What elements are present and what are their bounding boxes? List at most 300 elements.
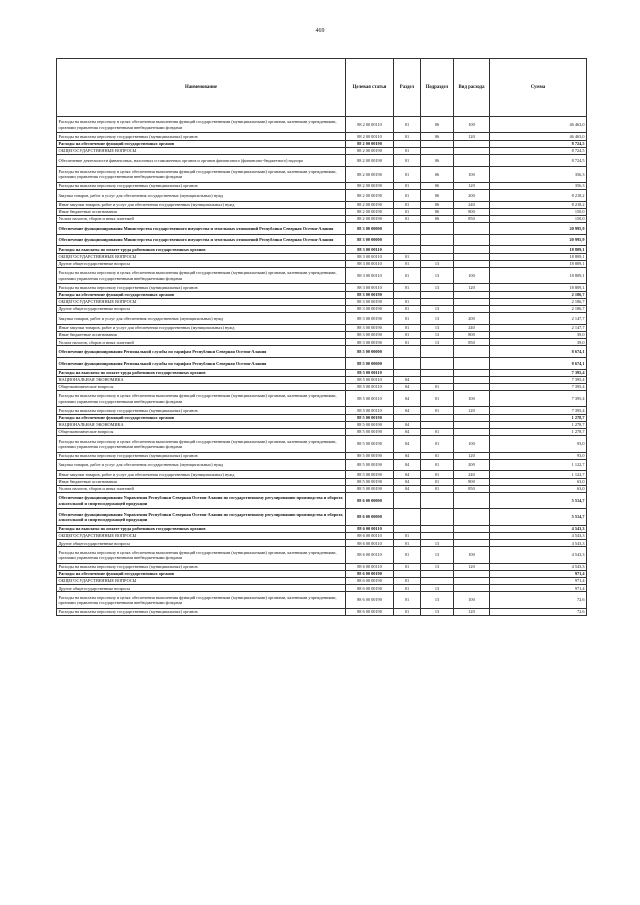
row-target-article: 88 5 00 00190 (346, 471, 394, 478)
row-sum: 20 995,9 (490, 223, 587, 235)
row-subsection: 13 (421, 331, 454, 338)
row-name: Обеспечение деятельности финансовых, налоговых и таможенных органов и органов финансового (финансово-бюджетного) надзора (57, 154, 346, 166)
budget-table (56, 58, 587, 616)
row-sum: 4 543,3 (490, 525, 587, 532)
row-subsection (421, 509, 454, 525)
row-target-article: 88 5 00 00110 (346, 383, 394, 390)
row-sum: 18 809,1 (490, 268, 587, 284)
row-name: Другие общегосударственные вопросы (57, 305, 346, 312)
row-name: Закупка товаров, работ и услуг для обеспечения государственных (муниципальных) нужд (57, 190, 346, 202)
row-section: 01 (394, 578, 421, 585)
row-section: 04 (394, 429, 421, 436)
table-row (57, 540, 587, 547)
row-name: НАЦИОНАЛЬНАЯ ЭКОНОМИКА (57, 421, 346, 428)
row-subsection: 06 (421, 201, 454, 208)
row-sum: 18 809,1 (490, 246, 587, 253)
row-expense-type: 240 (454, 201, 490, 208)
row-sum: 5 514,7 (490, 509, 587, 525)
row-section: 04 (394, 485, 421, 492)
row-expense-type (454, 369, 490, 376)
row-expense-type: 800 (454, 208, 490, 215)
table-row (57, 452, 587, 459)
row-name: Расходы на выплаты по оплате труда работников государственных органов (57, 369, 346, 376)
row-target-article: 88 2 00 00190 (346, 154, 394, 166)
row-subsection: 01 (421, 471, 454, 478)
row-target-article: 88 5 00 00190 (346, 478, 394, 485)
row-expense-type (454, 246, 490, 253)
row-subsection (421, 369, 454, 376)
row-expense-type: 120 (454, 182, 490, 189)
row-sum: 8 674,1 (490, 346, 587, 358)
row-name: Обеспечение функционирования Региональной службы по тарифам Республики Северная Осетия-Алания (57, 357, 346, 369)
row-sum: 5 514,7 (490, 492, 587, 508)
table-row (57, 253, 587, 260)
row-sum: 2 147,7 (490, 313, 587, 325)
table-row (57, 509, 587, 525)
row-section: 01 (394, 298, 421, 305)
row-section: 01 (394, 268, 421, 284)
row-subsection: 13 (421, 268, 454, 284)
row-expense-type: 850 (454, 339, 490, 346)
table-row (57, 383, 587, 390)
row-target-article: 88 3 00 00190 (346, 331, 394, 338)
row-name: Расходы на выплаты по оплате труда работников государственных органов (57, 246, 346, 253)
row-name: Другие общегосударственные вопросы (57, 260, 346, 267)
row-target-article: 88 6 00 00110 (346, 525, 394, 532)
row-expense-type (454, 414, 490, 421)
row-subsection: 13 (421, 540, 454, 547)
row-subsection (421, 492, 454, 508)
table-row (57, 223, 587, 235)
table-row (57, 592, 587, 608)
row-expense-type: 850 (454, 485, 490, 492)
row-subsection (421, 298, 454, 305)
row-expense-type: 200 (454, 459, 490, 471)
row-name: Уплата налогов, сборов и иных платежей (57, 216, 346, 223)
row-subsection (421, 357, 454, 369)
row-sum: 46 463,0 (490, 133, 587, 140)
row-section: 01 (394, 216, 421, 223)
table-row (57, 117, 587, 133)
row-expense-type (454, 260, 490, 267)
table-row (57, 140, 587, 147)
row-target-article: 88 6 00 00110 (346, 547, 394, 563)
row-subsection (421, 346, 454, 358)
row-sum: 7 395,4 (490, 383, 587, 390)
table-row (57, 407, 587, 414)
row-subsection: 01 (421, 452, 454, 459)
row-section: 01 (394, 154, 421, 166)
table-row (57, 414, 587, 421)
row-name: Расходы на выплаты по оплате труда работников государственных органов (57, 525, 346, 532)
row-subsection: 06 (421, 154, 454, 166)
row-subsection: 01 (421, 391, 454, 407)
row-sum: 39,0 (490, 331, 587, 338)
row-expense-type (454, 291, 490, 298)
row-subsection (421, 147, 454, 154)
row-sum: 7 395,4 (490, 376, 587, 383)
row-expense-type: 100 (454, 547, 490, 563)
row-name: Расходы на выплаты персоналу в целях обеспечения выполнения функций государственными (муниципальными) органами, казенными учреждениями, органами управления государственными внебюджетными фондами (57, 268, 346, 284)
row-target-article: 88 3 00 00110 (346, 260, 394, 267)
row-sum: 18 809,1 (490, 253, 587, 260)
table-row (57, 563, 587, 570)
table-row (57, 182, 587, 189)
row-section: 01 (394, 208, 421, 215)
row-section: 01 (394, 253, 421, 260)
table-row (57, 298, 587, 305)
row-expense-type (454, 357, 490, 369)
row-target-article: 88 5 00 00190 (346, 421, 394, 428)
row-target-article: 88 5 00 00190 (346, 414, 394, 421)
row-sum: 4 543,3 (490, 547, 587, 563)
row-name: Расходы на выплаты персоналу государственных (муниципальных) органов (57, 563, 346, 570)
row-name: Расходы на выплаты персоналу государственных (муниципальных) органов (57, 407, 346, 414)
row-name: Расходы на обеспечение функций государственных органов (57, 570, 346, 577)
row-target-article: 88 5 00 00190 (346, 485, 394, 492)
row-section (394, 369, 421, 376)
row-expense-type (454, 223, 490, 235)
row-name: Общеэкономические вопросы (57, 383, 346, 390)
table-row (57, 166, 587, 182)
table-row (57, 313, 587, 325)
row-subsection: 01 (421, 485, 454, 492)
row-name: Общеэкономические вопросы (57, 429, 346, 436)
row-name: Расходы на выплаты персоналу государственных (муниципальных) органов (57, 608, 346, 615)
row-subsection (421, 223, 454, 235)
row-expense-type (454, 253, 490, 260)
row-subsection (421, 253, 454, 260)
row-target-article: 88 2 00 00190 (346, 182, 394, 189)
row-subsection: 06 (421, 166, 454, 182)
table-row (57, 525, 587, 532)
row-sum: 971,4 (490, 578, 587, 585)
row-subsection: 01 (421, 407, 454, 414)
row-name: Расходы на выплаты персоналу в целях обеспечения выполнения функций государственными (муниципальными) органами, казенными учреждениями, органами управления государственными внебюджетными фондами (57, 117, 346, 133)
row-expense-type (454, 147, 490, 154)
row-sum: 356,3 (490, 166, 587, 182)
row-name: ОБЩЕГОСУДАРСТВЕННЫЕ ВОПРОСЫ (57, 532, 346, 539)
row-expense-type (454, 383, 490, 390)
row-target-article: 88 6 00 00110 (346, 540, 394, 547)
row-target-article: 88 3 00 00110 (346, 253, 394, 260)
row-section (394, 414, 421, 421)
row-target-article: 88 5 00 00110 (346, 407, 394, 414)
row-sum: 46 463,0 (490, 117, 587, 133)
row-expense-type (454, 376, 490, 383)
row-sum: 971,4 (490, 570, 587, 577)
row-section: 01 (394, 190, 421, 202)
row-target-article: 88 2 00 00190 (346, 201, 394, 208)
row-expense-type (454, 540, 490, 547)
row-sum: 1 278,7 (490, 414, 587, 421)
row-name: ОБЩЕГОСУДАРСТВЕННЫЕ ВОПРОСЫ (57, 147, 346, 154)
row-sum: 8 218,2 (490, 201, 587, 208)
row-section: 04 (394, 459, 421, 471)
row-subsection (421, 376, 454, 383)
row-sum: 93,0 (490, 452, 587, 459)
row-sum: 20 995,9 (490, 234, 587, 246)
row-target-article: 88 3 00 00000 (346, 223, 394, 235)
row-section: 04 (394, 376, 421, 383)
row-target-article: 88 2 00 00190 (346, 166, 394, 182)
row-section: 01 (394, 313, 421, 325)
row-target-article: 88 5 00 00000 (346, 346, 394, 358)
row-target-article: 88 5 00 00190 (346, 459, 394, 471)
row-section (394, 223, 421, 235)
row-subsection (421, 246, 454, 253)
row-target-article: 88 6 00 00190 (346, 585, 394, 592)
table-row (57, 190, 587, 202)
row-target-article: 88 5 00 00190 (346, 429, 394, 436)
header-sum: Сумма (490, 59, 587, 117)
row-subsection (421, 291, 454, 298)
row-target-article: 88 5 00 00000 (346, 357, 394, 369)
row-expense-type: 120 (454, 563, 490, 570)
row-sum: 72,6 (490, 608, 587, 615)
row-expense-type: 240 (454, 471, 490, 478)
row-sum: 2 147,7 (490, 324, 587, 331)
row-section: 01 (394, 339, 421, 346)
row-name: ОБЩЕГОСУДАРСТВЕННЫЕ ВОПРОСЫ (57, 578, 346, 585)
row-name: Расходы на выплаты персоналу государственных (муниципальных) органов (57, 133, 346, 140)
row-expense-type (454, 492, 490, 508)
row-expense-type (454, 429, 490, 436)
row-expense-type (454, 570, 490, 577)
row-expense-type (454, 305, 490, 312)
row-target-article: 88 3 00 00000 (346, 234, 394, 246)
row-section: 04 (394, 452, 421, 459)
table-row (57, 324, 587, 331)
row-section: 01 (394, 201, 421, 208)
row-subsection (421, 414, 454, 421)
row-name: Иные бюджетные ассигнования (57, 331, 346, 338)
row-sum: 8 674,1 (490, 357, 587, 369)
table-row (57, 478, 587, 485)
row-target-article: 88 5 00 00190 (346, 436, 394, 452)
table-row (57, 578, 587, 585)
row-name: Расходы на выплаты персоналу в целях обеспечения выполнения функций государственными (муниципальными) органами, казенными учреждениями, органами управления государственными внебюджетными фондами (57, 592, 346, 608)
row-section: 01 (394, 284, 421, 291)
row-section: 01 (394, 305, 421, 312)
row-expense-type: 200 (454, 313, 490, 325)
row-subsection: 13 (421, 608, 454, 615)
table-row (57, 147, 587, 154)
table-row (57, 436, 587, 452)
row-sum: 4 543,3 (490, 540, 587, 547)
row-sum: 1 122,7 (490, 459, 587, 471)
row-section (394, 357, 421, 369)
table-row (57, 201, 587, 208)
row-subsection: 01 (421, 459, 454, 471)
table-row (57, 305, 587, 312)
table-row (57, 331, 587, 338)
table-row (57, 246, 587, 253)
row-section: 04 (394, 407, 421, 414)
table-row (57, 532, 587, 539)
row-target-article: 88 3 00 00190 (346, 324, 394, 331)
row-subsection (421, 578, 454, 585)
table-row (57, 291, 587, 298)
row-expense-type: 100 (454, 436, 490, 452)
row-target-article: 88 3 00 00110 (346, 246, 394, 253)
row-expense-type (454, 532, 490, 539)
row-section: 04 (394, 383, 421, 390)
row-section: 01 (394, 585, 421, 592)
row-target-article: 88 2 00 00190 (346, 190, 394, 202)
row-section (394, 246, 421, 253)
row-target-article: 88 3 00 00110 (346, 268, 394, 284)
row-sum: 8 218,2 (490, 190, 587, 202)
table-row (57, 260, 587, 267)
row-expense-type (454, 234, 490, 246)
row-subsection: 13 (421, 305, 454, 312)
table-row (57, 459, 587, 471)
row-subsection (421, 532, 454, 539)
row-sum: 7 395,4 (490, 391, 587, 407)
row-sum: 63,0 (490, 485, 587, 492)
table-row (57, 391, 587, 407)
row-subsection: 13 (421, 324, 454, 331)
row-expense-type: 200 (454, 190, 490, 202)
row-section (394, 492, 421, 508)
row-section: 01 (394, 331, 421, 338)
row-subsection: 13 (421, 284, 454, 291)
row-subsection: 06 (421, 117, 454, 133)
row-subsection: 06 (421, 133, 454, 140)
row-name: Обеспечение функционирования Региональной службы по тарифам Республики Северная Осетия-Алания (57, 346, 346, 358)
row-target-article: 88 2 00 00190 (346, 147, 394, 154)
row-expense-type: 240 (454, 324, 490, 331)
row-section: 01 (394, 133, 421, 140)
row-section: 01 (394, 147, 421, 154)
row-sum: 7 395,4 (490, 407, 587, 414)
table-row (57, 284, 587, 291)
row-subsection: 06 (421, 216, 454, 223)
row-sum: 1 278,7 (490, 429, 587, 436)
row-sum: 150,0 (490, 216, 587, 223)
row-target-article: 88 2 00 00190 (346, 208, 394, 215)
header-subsection: Подраздел (421, 59, 454, 117)
row-section: 01 (394, 532, 421, 539)
table-body (57, 117, 587, 616)
row-subsection: 01 (421, 478, 454, 485)
row-section: 04 (394, 436, 421, 452)
row-subsection: 13 (421, 592, 454, 608)
row-sum: 2 186,7 (490, 291, 587, 298)
row-target-article: 88 6 00 00190 (346, 570, 394, 577)
row-sum: 1 122,7 (490, 471, 587, 478)
header-name: Наименование (57, 59, 346, 117)
row-name: Расходы на выплаты персоналу в целях обеспечения выполнения функций государственными (муниципальными) органами, казенными учреждениями, органами управления государственными внебюджетными фондами (57, 436, 346, 452)
header-target-article: Целевая статья (346, 59, 394, 117)
row-expense-type (454, 509, 490, 525)
row-section: 04 (394, 391, 421, 407)
row-target-article: 88 3 00 00190 (346, 313, 394, 325)
row-sum: 4 543,3 (490, 563, 587, 570)
row-target-article: 88 2 00 00190 (346, 140, 394, 147)
row-section (394, 570, 421, 577)
row-section: 01 (394, 324, 421, 331)
table-row (57, 471, 587, 478)
row-sum: 1 278,7 (490, 421, 587, 428)
table-row (57, 547, 587, 563)
row-target-article: 88 5 00 00190 (346, 452, 394, 459)
table-row (57, 357, 587, 369)
row-name: Иные закупки товаров, работ и услуг для обеспечения государственных (муниципальных) нужд (57, 201, 346, 208)
row-sum: 7 395,4 (490, 369, 587, 376)
row-name: Другие общегосударственные вопросы (57, 585, 346, 592)
row-target-article: 88 5 00 00110 (346, 376, 394, 383)
row-section: 01 (394, 166, 421, 182)
row-expense-type: 850 (454, 216, 490, 223)
row-expense-type: 100 (454, 391, 490, 407)
row-subsection: 13 (421, 585, 454, 592)
row-sum: 18 809,1 (490, 260, 587, 267)
row-target-article: 88 6 00 00110 (346, 532, 394, 539)
row-expense-type (454, 578, 490, 585)
row-expense-type (454, 421, 490, 428)
row-target-article: 88 5 00 00110 (346, 391, 394, 407)
table-header-row (57, 59, 587, 117)
header-section: Раздел (394, 59, 421, 117)
row-name: Иные бюджетные ассигнования (57, 478, 346, 485)
row-target-article: 88 5 00 00110 (346, 369, 394, 376)
row-name: НАЦИОНАЛЬНАЯ ЭКОНОМИКА (57, 376, 346, 383)
row-section (394, 291, 421, 298)
row-expense-type: 100 (454, 117, 490, 133)
row-section: 04 (394, 478, 421, 485)
row-section: 04 (394, 471, 421, 478)
row-target-article: 88 2 00 00190 (346, 216, 394, 223)
table-row (57, 208, 587, 215)
table-row (57, 268, 587, 284)
row-target-article: 88 2 00 00110 (346, 117, 394, 133)
row-name: Расходы на выплаты персоналу государственных (муниципальных) органов (57, 452, 346, 459)
row-section: 01 (394, 117, 421, 133)
row-expense-type: 120 (454, 608, 490, 615)
row-expense-type: 120 (454, 452, 490, 459)
row-section: 01 (394, 547, 421, 563)
row-name: Иные закупки товаров, работ и услуг для обеспечения государственных (муниципальных) нужд (57, 324, 346, 331)
table-row (57, 376, 587, 383)
row-subsection (421, 421, 454, 428)
table-row (57, 234, 587, 246)
table-row (57, 339, 587, 346)
row-sum: 8 724,5 (490, 140, 587, 147)
row-name: Расходы на выплаты персоналу государственных (муниципальных) органов (57, 182, 346, 189)
row-sum: 72,6 (490, 592, 587, 608)
row-target-article: 88 3 00 00190 (346, 305, 394, 312)
row-expense-type (454, 585, 490, 592)
row-name: Обеспечение функционирования Управления Республики Северная Осетия-Алания по государственному регулированию производства и оборота алкогольной и спиртосодержащей продукции (57, 492, 346, 508)
row-name: Обеспечение функционирования Управления Республики Северная Осетия-Алания по государственному регулированию производства и оборота алкогольной и спиртосодержащей продукции (57, 509, 346, 525)
row-name: Закупка товаров, работ и услуг для обеспечения государственных (муниципальных) нужд (57, 313, 346, 325)
row-name: Иные закупки товаров, работ и услуг для обеспечения государственных (муниципальных) нужд (57, 471, 346, 478)
row-name: ОБЩЕГОСУДАРСТВЕННЫЕ ВОПРОСЫ (57, 298, 346, 305)
row-subsection: 13 (421, 260, 454, 267)
row-sum: 2 186,7 (490, 305, 587, 312)
row-sum: 356,3 (490, 182, 587, 189)
row-expense-type (454, 298, 490, 305)
row-name: Обеспечение функционирования Министерства государственного имущества и земельных отношений Республики Северная Осетия-Алания (57, 223, 346, 235)
row-subsection (421, 570, 454, 577)
row-sum: 2 186,7 (490, 298, 587, 305)
table-row (57, 570, 587, 577)
row-sum: 63,0 (490, 478, 587, 485)
row-subsection: 01 (421, 383, 454, 390)
row-name: Расходы на выплаты персоналу в целях обеспечения выполнения функций государственными (муниципальными) органами, казенными учреждениями, органами управления государственными внебюджетными фондами (57, 391, 346, 407)
